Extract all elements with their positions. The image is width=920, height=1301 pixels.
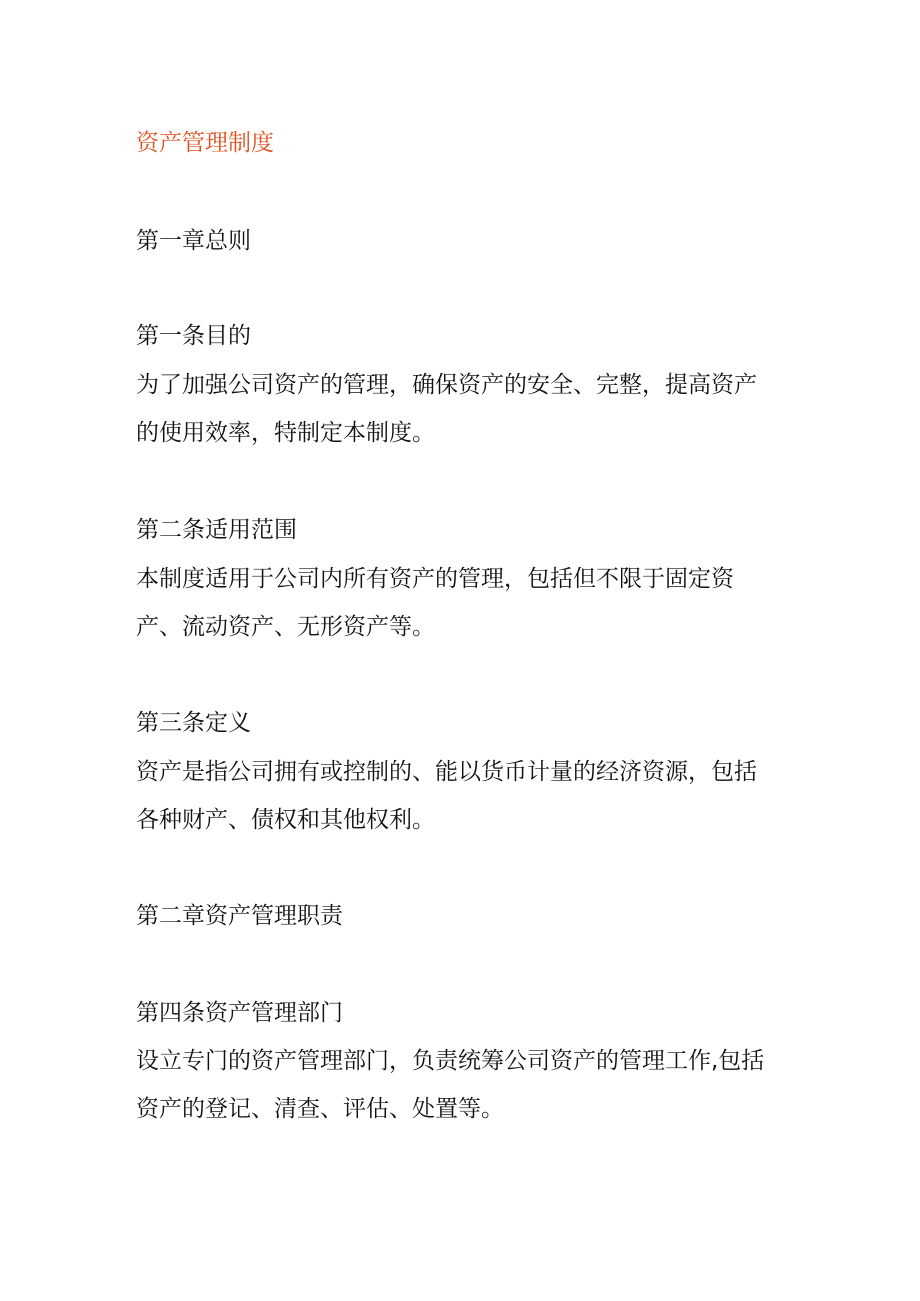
article-3-heading: 第三条定义 — [136, 710, 251, 736]
document-title: 资产管理制度 — [136, 130, 274, 156]
article-2-line-2: 产、流动资产、无形资产等。 — [136, 614, 435, 640]
article-1-line-2: 的使用效率，特制定本制度。 — [136, 420, 435, 446]
article-4-line-2: 资产的登记、清查、评估、处置等。 — [136, 1096, 504, 1122]
article-3-line-2: 各种财产、债权和其他权利。 — [136, 807, 435, 833]
article-4-heading: 第四条资产管理部门 — [136, 1000, 343, 1026]
article-1-line-1: 为了加强公司资产的管理，确保资产的安全、完整，提高资产 — [136, 372, 757, 398]
chapter-1-heading: 第一章总则 — [136, 228, 251, 254]
article-2-line-1: 本制度适用于公司内所有资产的管理，包括但不限于固定资 — [136, 566, 734, 592]
article-3-line-1: 资产是指公司拥有或控制的、能以货币计量的经济资源，包括 — [136, 759, 757, 785]
article-1-heading: 第一条目的 — [136, 323, 251, 349]
article-2-heading: 第二条适用范围 — [136, 517, 297, 543]
chapter-2-heading: 第二章资产管理职责 — [136, 903, 343, 929]
article-4-line-1: 设立专门的资产管理部门，负责统筹公司资产的管理工作,包括 — [136, 1048, 765, 1074]
